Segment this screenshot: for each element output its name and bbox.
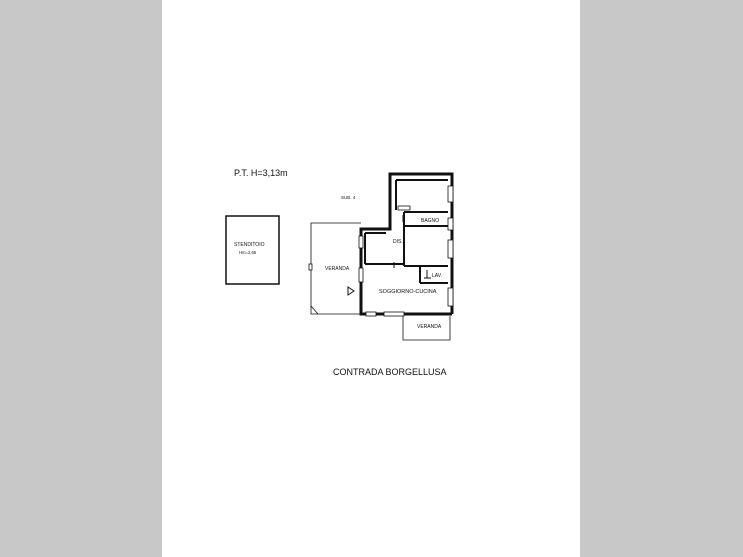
sub-label: SUB. 4 <box>341 195 356 200</box>
lav-label: LAV. <box>432 273 443 279</box>
location-caption: CONTRADA BORGELLUSA <box>333 367 447 377</box>
dis-label: DIS. <box>393 239 403 245</box>
veranda-main-label: VERANDA <box>325 266 350 272</box>
openings <box>359 186 453 316</box>
veranda-corner-mark <box>311 306 318 314</box>
stenditoio-label: STENDITOIO <box>234 242 265 248</box>
veranda-post <box>309 264 312 270</box>
bagno-label: BAGNO <box>421 218 440 224</box>
floor-height-label: P.T. H=3,13m <box>234 168 288 178</box>
inner-walls <box>365 180 448 283</box>
soggiorno-cucina-label: SOGGIORNO-CUCINA <box>379 289 437 295</box>
entrance-arrow-icon <box>348 287 354 295</box>
stenditoio-height-label: Hm=2,65 <box>239 250 257 255</box>
veranda-bottom-label: VERANDA <box>417 324 442 330</box>
